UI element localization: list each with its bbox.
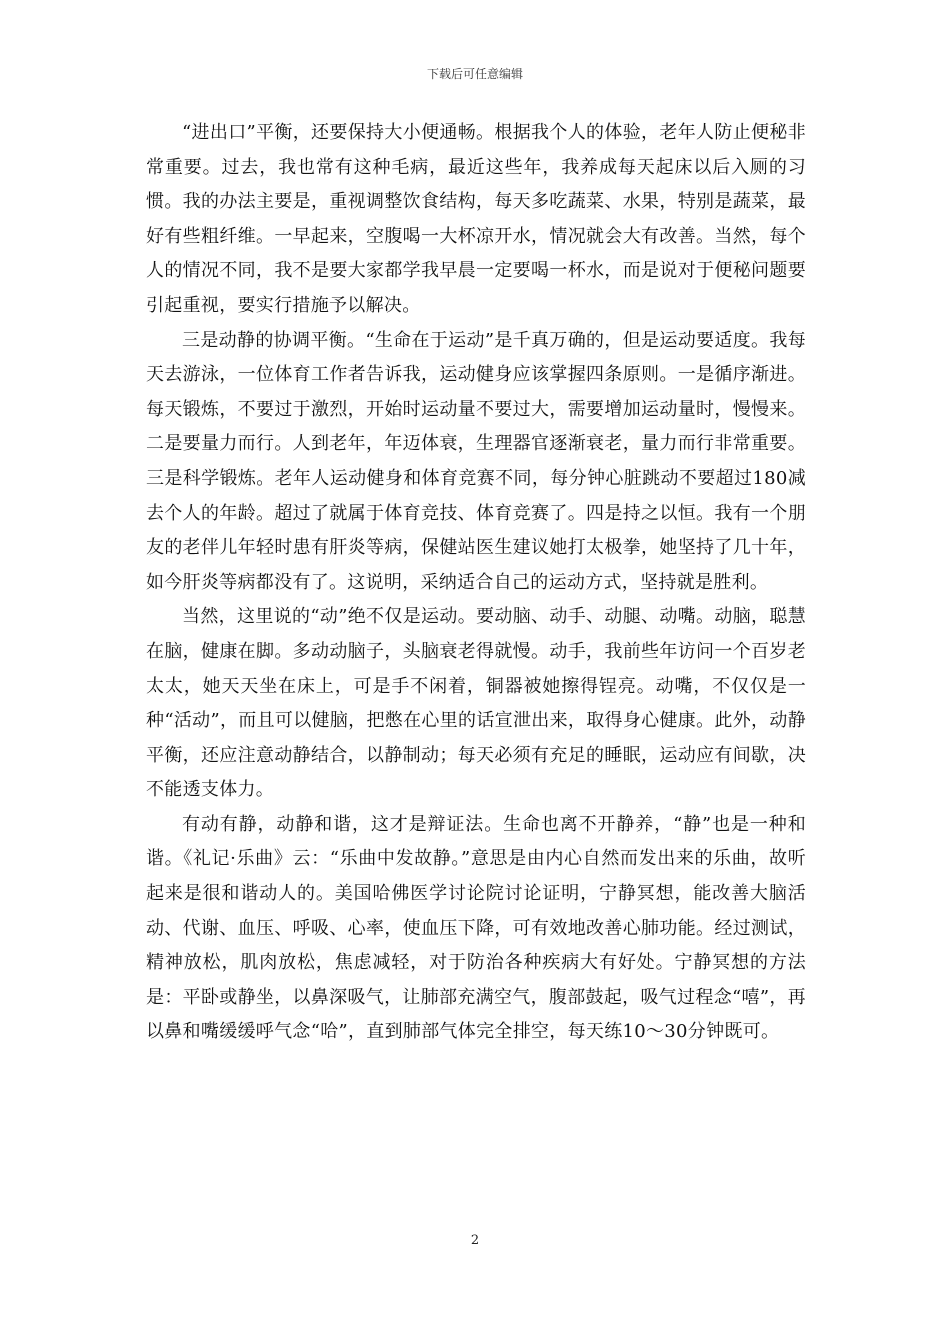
paragraph-bowel-balance: “进出口”平衡，还要保持大小便通畅。根据我个人的体验，老年人防止便秘非常重要。过去，我也常有这种毛病，最近这些年，我养成每天起床以后入厕的习惯。我的办法主要是，重视调整饮食结构，每天多吃蔬菜、水果，特别是蔬菜，最好有些粗纤维。一早起来，空腹喝一大杯凉开水，情况就会大有改善。当然，每个人的情况不同，我不是要大家都学我早晨一定要喝一杯水，而是说对于便秘问题要引起重视，要实行措施予以解决。 bbox=[146, 122, 806, 316]
paragraph-motion-balance: 三是动静的协调平衡。“生命在于运动”是千真万确的，但是运动要适度。我每天去游泳，一位体育工作者告诉我，运动健身应该掌握四条原则。一是循序渐进。每天锻炼，不要过于激烈，开始时运动量不要过大，需要增加运动量时，慢慢来。二是要量力而行。人到老年，年迈体衰，生理器官逐渐衰老，量力而行非常重要。三是科学锻炼。老年人运动健身和体育竞赛不同，每分钟心脏跳动不要超过180减去个人的年龄。超过了就属于体育竞技、体育竞赛了。四是持之以恒。我有一个朋友的老伴儿年轻时患有肝炎等病，保健站医生建议她打太极拳，她坚持了几十年，如今肝炎等病都没有了。这说明，采纳适合自己的运动方式，坚持就是胜利。 bbox=[146, 329, 806, 593]
page-number: 2 bbox=[470, 1233, 480, 1248]
page-header: 下载后可任意编辑 bbox=[426, 67, 523, 81]
document-body bbox=[146, 116, 806, 1050]
paragraph-stillness: 有动有静，动静和谐，这才是辩证法。生命也离不开静养，“静”也是一种和谐。《礼记·乐曲》云：“乐曲中发故静。”意思是由内心自然而发出来的乐曲，故听起来是很和谐动人的。美国哈佛医学讨论院讨论证明，宁静冥想，能改善大脑活动、代谢、血压、呼吸、心率，使血压下降，可有效地改善心肺功能。经过测试，精神放松，肌肉放松，焦虑减轻，对于防治各种疾病大有好处。宁静冥想的方法是：平卧或静坐，以鼻深吸气，让肺部充满空气，腹部鼓起，吸气过程念“嘻”，再以鼻和嘴缓缓呼气念“哈”，直到肺部气体完全排空，每天练10～30分钟既可。 bbox=[146, 813, 806, 1043]
paragraph-types-of-motion: 当然，这里说的“动”绝不仅是运动。要动脑、动手、动腿、动嘴。动脑，聪慧在脑，健康在脚。多动动脑子，头脑衰老得就慢。动手，我前些年访问一个百岁老太太，她天天坐在床上，可是手不闲着，铜器被她擦得锃亮。动嘴，不仅仅是一种“活动”，而且可以健脑，把憋在心里的话宣泄出来，取得身心健康。此外，动静平衡，还应注意动静结合，以静制动；每天必须有充足的睡眠，运动应有间歇，决不能透支体力。 bbox=[146, 606, 806, 801]
